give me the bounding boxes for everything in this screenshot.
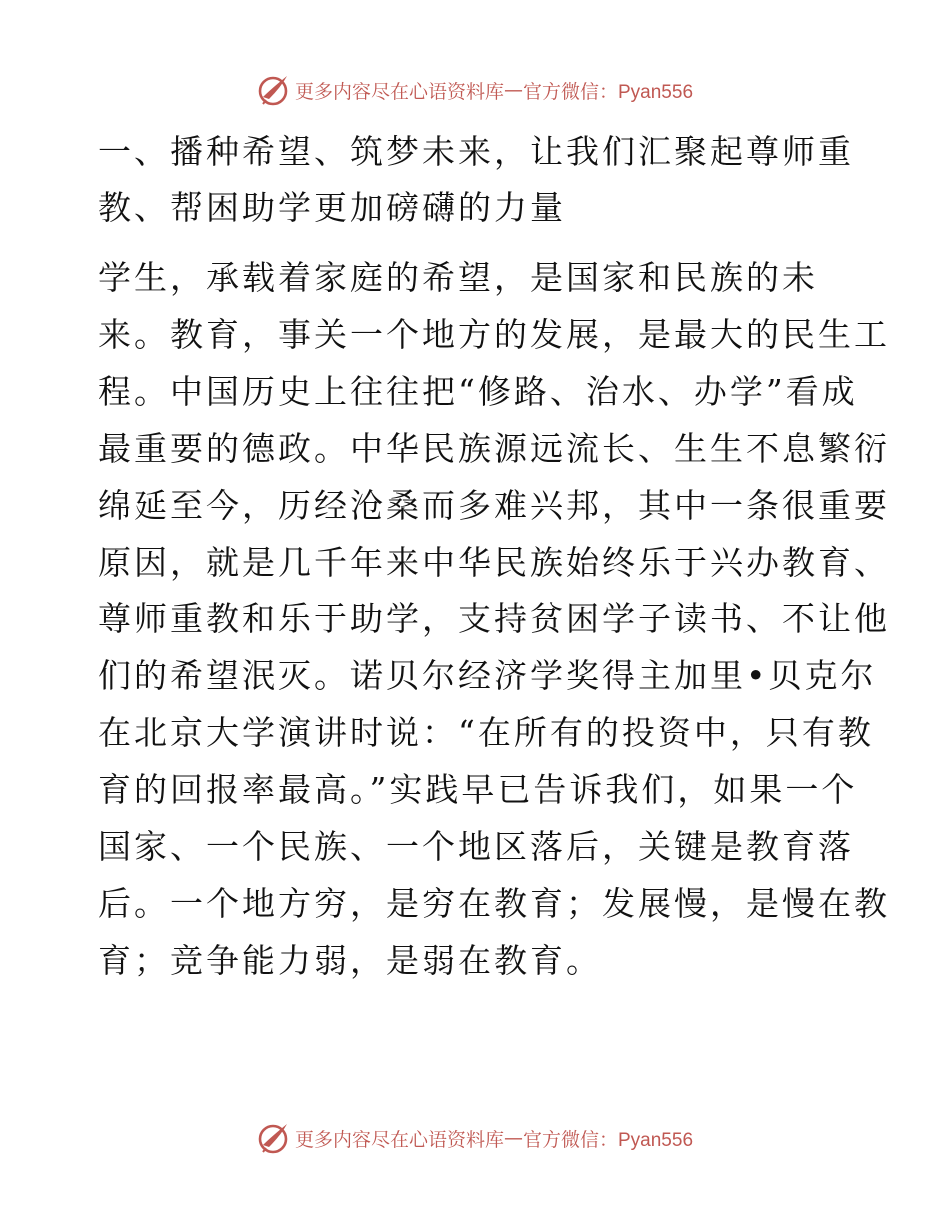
banner-dash: —: [504, 1127, 523, 1149]
footer-banner: [0, 1118, 950, 1158]
body-paragraph: [98, 250, 890, 990]
quill-logo-icon: [257, 1121, 293, 1155]
header-banner: [0, 70, 950, 110]
paragraph-line: 国家、一个民族、一个地区落后，关键是教育落: [98, 827, 854, 867]
paragraph-line: 学生，承载着家庭的希望，是国家和民族的未: [98, 258, 818, 297]
paragraph-line: 尊师重教和乐于助学，支持贫困学子读书、不让他: [98, 599, 890, 639]
paragraph-line: 程。中国历史上往往把“修路、治水、办学”看成: [98, 371, 858, 411]
paragraph-line: 育的回报率最高。”实践早已告诉我们，如果一个: [98, 770, 858, 810]
paragraph-line: 原因，就是几千年来中华民族始终乐于兴办教育、: [98, 542, 890, 582]
paragraph-line: 最重要的德政。中华民族源远流长、生生不息繁衍: [98, 428, 890, 468]
banner-wechat-text: 官方微信：Pyan556: [523, 1129, 694, 1151]
paragraph-line: 们的希望泯灭。诺贝尔经济学奖得主加里•贝克尔: [98, 656, 877, 696]
banner-site-text: 更多内容尽在心语资料库: [294, 1128, 504, 1151]
paragraph-line: 在北京大学演讲时说：“在所有的投资中，只有教: [98, 713, 874, 753]
banner-dash: —: [504, 79, 523, 101]
heading-line: 一、播种希望、筑梦未来，让我们汇聚起尊师重: [98, 132, 854, 171]
quill-logo-icon: [257, 73, 293, 107]
paragraph-line: 育；竞争能力弱，是弱在教育。: [98, 940, 602, 980]
banner-site-text: 更多内容尽在心语资料库: [294, 80, 504, 103]
heading-line: 教、帮困助学更加磅礴的力量: [98, 188, 566, 227]
paragraph-line: 来。教育，事关一个地方的发展，是最大的民生工: [98, 314, 890, 354]
paragraph-line: 后。一个地方穷，是穷在教育；发展慢，是慢在教: [98, 883, 890, 923]
banner-wechat-text: 官方微信：Pyan556: [523, 81, 694, 103]
section-heading: [98, 124, 858, 236]
paragraph-line: 绵延至今，历经沧桑而多难兴邦，其中一条很重要: [98, 485, 890, 525]
